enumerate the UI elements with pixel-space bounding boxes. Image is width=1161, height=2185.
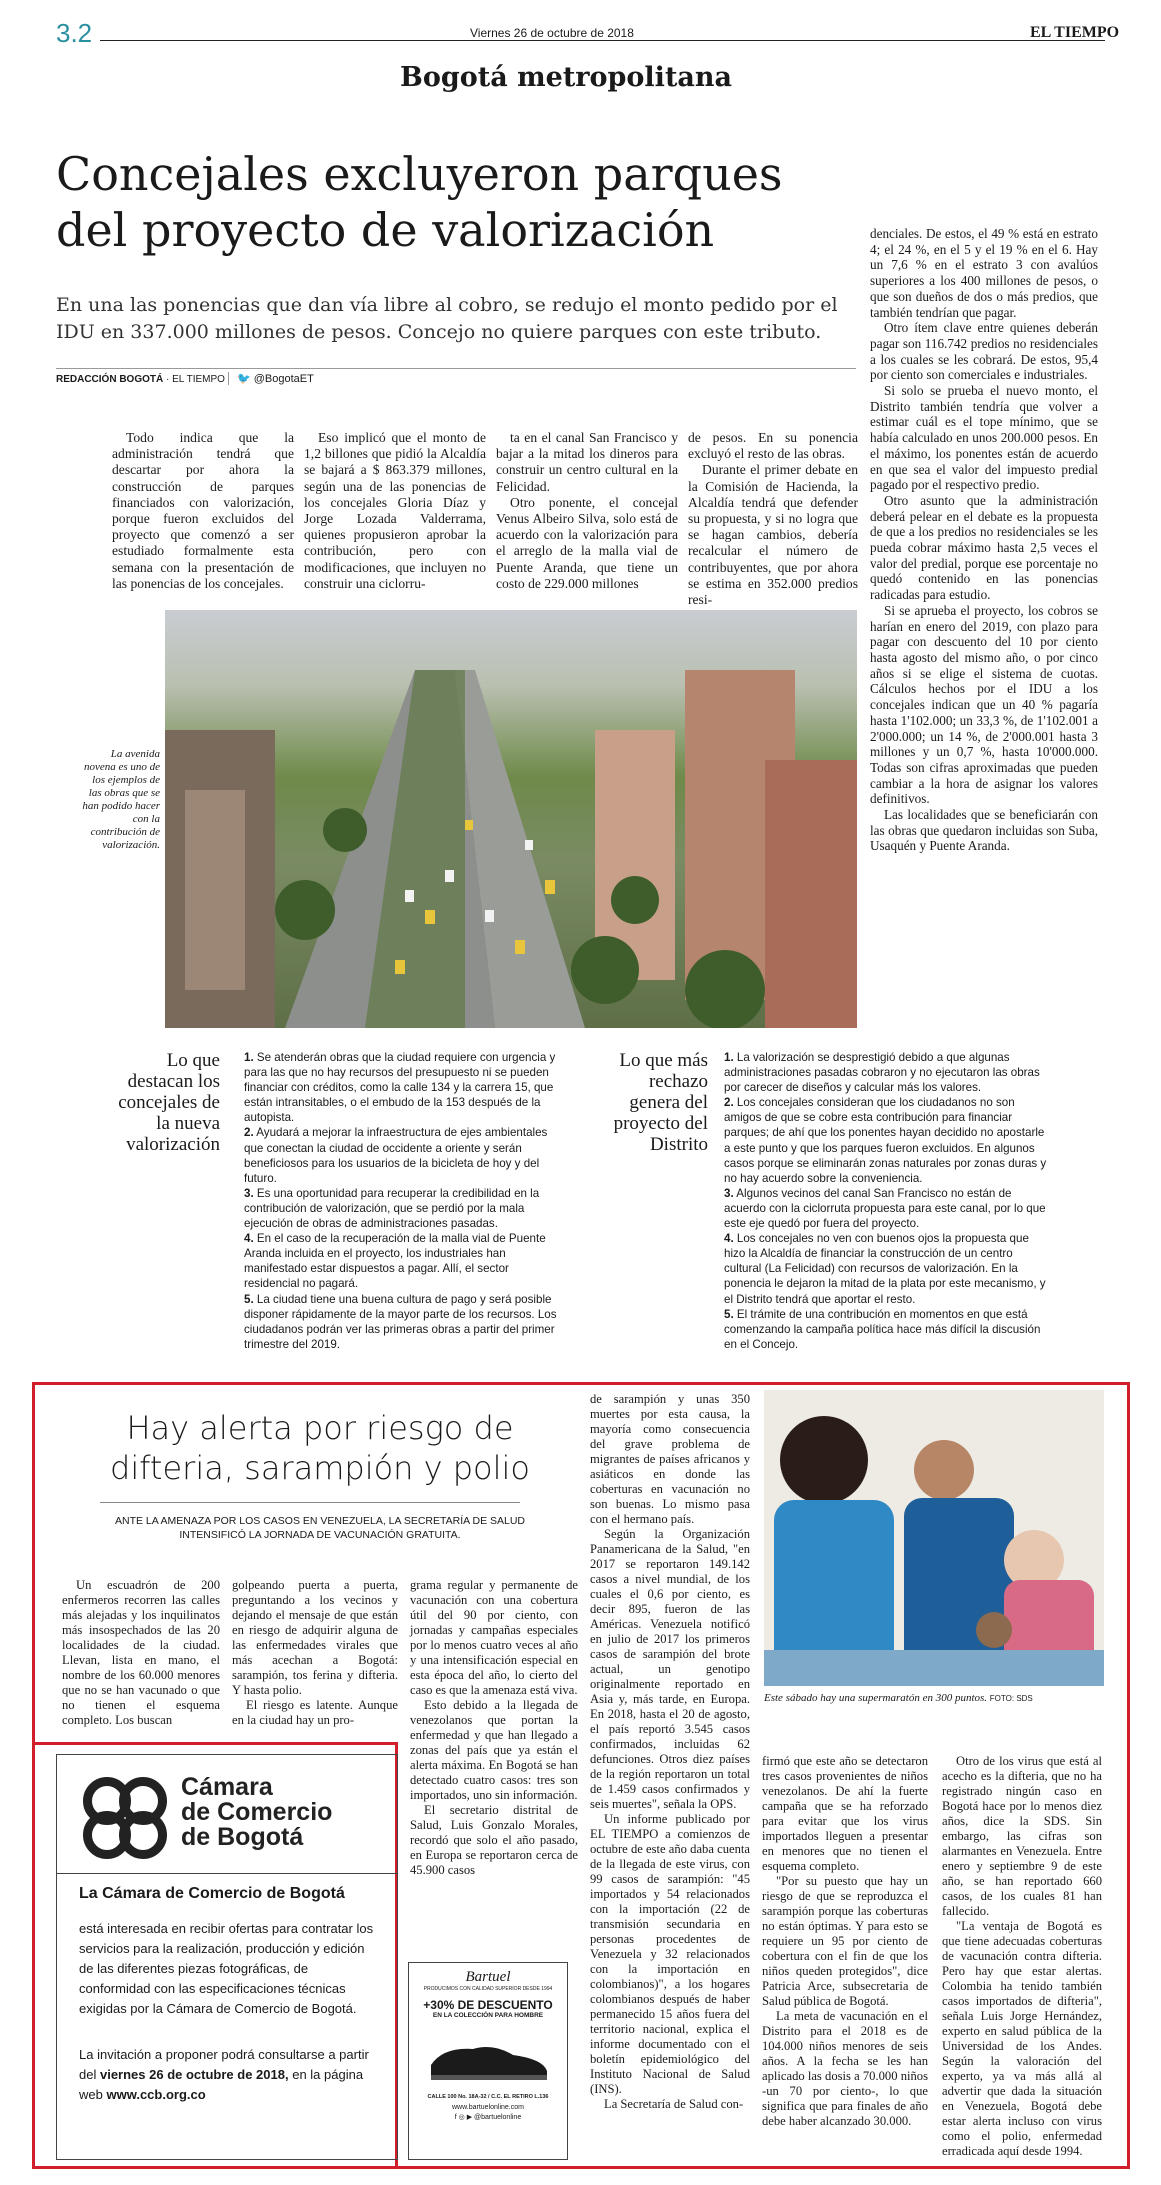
shoe-ad (408, 1962, 568, 2160)
deck: En una las ponencias que dan vía libre al cobro, se redujo el monto pedido por el IDU en 337.000 millones de pesos. Concejo no quiere parques con este tributo. (56, 294, 838, 343)
col1-paragraph: Todo indica que la administración tendrá que descartar por ahora la construcción de parques financiados con valorización, porque fueron excluidos del proyecto que comenzó a ser estudiado formalmente esta semana con la presentación de las ponencias de los concejales. (112, 430, 294, 591)
shoe-ad-web[interactable]: www.bartuelonline.com (452, 2104, 524, 2111)
sidebar-item-text: Los concejales no ven con buenos ojos la propuesta que hizo la Alcaldía de financiar la construcción de un centro cultural (La Felicidad) con recursos de valorización. En la ponencia le dejaron la mitad de la plata por este mecanismo, y el Distrito tendrá que aportar el resto. (724, 1232, 1046, 1306)
ccb-invite-text: La invitación a proponer podrá consultarse a partir del (79, 2047, 369, 2082)
a2c6b: "La ventaja de Bogotá es que tiene adecuadas coberturas de vacunación contra difteria. Pero hay que estar alertas. Colombia ha tenido también casos importados de difteria", señala Luis Jorge Hernández, experto en salud pública de la Universidad de los Andes. Según la valoración del experto, ya va más allá al advertir que dada la situación en Venezuela, Bogotá debe estar alerta incluso con virus como el polio, enfermedad erradicada aquí desde 1994. (942, 1919, 1102, 2158)
sidebar-item (724, 1307, 1048, 1352)
avenue-illustration (165, 610, 857, 1028)
vaccination-photo-credit: FOTO: SDS (989, 1694, 1033, 1703)
sidebar-item-number: 5. (244, 1292, 254, 1306)
article-col-1 (112, 430, 294, 592)
sidebar-item-number: 1. (724, 1051, 734, 1064)
article2-deck-rule (100, 1502, 520, 1503)
sidebar-item-text: El trámite de una contribución en momentos en que está comenzando la campaña política hace más difícil la discusión en el Concejo. (724, 1307, 1041, 1351)
sidebar-item-number: 3. (724, 1186, 734, 1200)
ccb-logo-ring-4 (119, 1811, 167, 1859)
twitter-icon: 🐦 (237, 373, 251, 385)
col5-paragraph-d: Otro asunto que la administración deberá pelear en el debate es la propuesta de que a los predios no residenciales se les pueda cobrar máximo hasta 2,5 veces el valor del predial, porque ese porcentaje no quedó contenido en las ponencias radicadas para estudio. (870, 492, 1098, 603)
a2c4: de sarampión y unas 350 muertes por esta causa, la mayoría como consecuencia del grave problema de migrantes de países africanos y asiáticos en donde las coberturas en vacunación no son buenas. Lo mismo pasa con el hermano país. (590, 1392, 750, 1526)
sidebar-item (244, 1186, 564, 1231)
a2c3c: El secretario distrital de Salud, Luis Gonzalo Morales, recordó que solo el año pasado, en Europa se reportaron cerca de 45.900 casos (410, 1803, 578, 1877)
sidebar-item (244, 1125, 564, 1185)
sidebar-item-number: 1. (244, 1051, 254, 1064)
ccb-logo-line-1: Cámara (181, 1773, 273, 1801)
section-title: Bogotá metropolitana (400, 62, 733, 93)
shoe-ad-address: CALLE 100 No. 18A-32 / C.C. EL RETIRO L.136 (427, 2094, 549, 2100)
sidebar-item (724, 1050, 1048, 1095)
sidebar-item (724, 1231, 1048, 1306)
article2-col-4 (590, 1392, 750, 2112)
col5-paragraph-f: Las localidades que se beneficiarán con las obras que quedaron incluidas son Suba, Usaquén y Puente Aranda. (870, 807, 1098, 854)
shoe-ad-brand: Bartuel (465, 1969, 511, 1985)
sidebar-right-title: Lo que más rechazo genera del proyecto del Distrito (613, 1050, 708, 1155)
sidebar-item (244, 1231, 564, 1291)
article-col-4 (688, 430, 858, 608)
article-col-2 (304, 430, 486, 592)
article2-col-3 (410, 1578, 578, 1878)
article2-col-5 (762, 1754, 928, 2129)
ccb-divider (57, 1873, 397, 1874)
byline-source: EL TIEMPO (172, 374, 225, 385)
shoe-ad-tagline: PRODUCIMOS CON CALIDAD SUPERIOR DESDE 1994 (423, 1986, 553, 1992)
ccb-logo-line-3: de Bogotá (181, 1823, 304, 1851)
sidebar-item (244, 1292, 564, 1352)
page-number: 3.2 (56, 18, 93, 48)
twitter-text: @BogotaET (253, 373, 314, 385)
shoe-ad-offer-text: 30% DE DESCUENTO (430, 1998, 553, 2012)
col2-paragraph: Eso implicó que el monto de 1,2 billones que pidió la Alcaldía se bajará a $ 863.379 millones, según una de las ponencias de los concejales Gloria Díaz y Jorge Lozada Valderrama, quienes propusieron aprobar la contribución, pero con modificaciones, que incluyen no construir una ciclorru- (304, 430, 486, 591)
shoe-ad-social[interactable]: f ◎ ▶ @bartuelonline (454, 2114, 522, 2121)
col3-paragraph-b: Otro ponente, el concejal Venus Albeiro Silva, solo está de acuerdo con la valorización para el arreglo de la malla vial de Puente Aranda, que tiene un costo de 229.000 millones (496, 494, 678, 591)
sidebar-item-number: 3. (244, 1186, 254, 1200)
sidebar-item-text: Ayudará a mejorar la infraestructura de ejes ambientales que conectan la ciudad de occidente a oriente y serán beneficiosos para los usuarios de la bicicleta de hoy y del futuro. (244, 1126, 548, 1185)
a2c4c: Un informe publicado por EL TIEMPO a comienzos de octubre de este año daba cuenta de la llegada de este virus, con 99 casos de sarampión: "45 importados y 54 relacionados con la importación (22 de transmisión secundaria en personas procedentes de Venezuela y 32 relacionados con la importación en colombianos)", a los hogares colombianos después de haber permanecido 15 años fuera del territorio nacional, explica el informe documentado con el boletín epidemiológico del Instituto Nacional de Salud (INS). (590, 1812, 750, 2096)
sidebar-item-text: La ciudad tiene una buena cultura de pago y será posible disponer rápidamente de la mayor parte de los recursos. Los ciudadanos podrán ver las primeras obras a partir del primer trimestre del 2019. (244, 1292, 557, 1351)
article2-headline-2: difteria, sarampión y polio (110, 1449, 530, 1487)
ccb-heading: La Cámara de Comercio de Bogotá (79, 1885, 345, 1902)
sidebar-item-number: 5. (724, 1307, 734, 1321)
article2-headline (60, 1408, 580, 1488)
twitter-handle[interactable] (228, 372, 314, 385)
sidebar-item-number: 2. (724, 1096, 734, 1110)
vaccination-illustration (764, 1390, 1104, 1686)
a2c2: golpeando puerta a puerta, preguntando a los vecinos y dejando el mensaje de que están en riesgo de adquirir alguna de las enfermedades virales que más acechan a Bogotá: sarampión, tos ferina y difteria. Y hasta polio. (232, 1578, 398, 1697)
vaccination-photo (764, 1390, 1104, 1686)
col5-paragraph-e: Si se aprueba el proyecto, los cobros se harían en enero del 2019, con plazo para pagar con descuento del 10 por ciento hasta agosto del mismo año, o por cinco años si se elige el sistema de cuotas. Cálculos hechos por el IDU a los concejales indican que un 40 % pagaría hasta 1'102.000; un 33,3 %, de 1'102.001 a 2'000.000; un 14 %, de 2'000.001 hasta 3 millones y un 0,7 %, hasta 10'000.000. Todas son cifras aproximadas que pueden cambiar a la hora de asignar los valores definitivos. (870, 602, 1098, 807)
a2c4b: Según la Organización Panamericana de la Salud, "en 2017 se reportaron 149.142 casos a nivel mundial, de los cuales el 0,6 por ciento, es decir 895, fueron de las Américas. Venezuela notificó en julio de 2017 los primeros casos de sarampión del brote actual, un genotipo originalmente reportado en Asia y, más tarde, en Europa. En 2018, hasta el 20 de agosto, el país reportó 3.545 casos confirmados, incluidas 62 defunciones. Otros diez países de la región reportaron un total de 1.459 casos confirmados y seis muertes", señala la OPS. (590, 1527, 750, 1811)
article2-col-1 (62, 1578, 220, 1728)
sidebar-item-text: Algunos vecinos del canal San Francisco no están de acuerdo con la ciclorruta propuesta para este canal, por lo que este eje quedó por fuera del proyecto. (724, 1186, 1046, 1231)
sidebar-item-text: La valorización se desprestigió debido a que algunas administraciones pasadas cobraron y no ejecutaron las obras por carecer de diseños y calcular más los valores. (724, 1051, 1040, 1095)
sidebar-item-text: En el caso de la recuperación de la malla vial de Puente Aranda incluida en el proyecto, los industriales han manifestado estar dispuestos a pagar. Allí, el sector residencial no pagará. (244, 1232, 546, 1291)
col5-paragraph-b: Otro ítem clave entre quienes deberán pagar son 116.742 predios no residenciales a los cuales se les cobrará. De estos, 95,4 por ciento son comerciales e industriales. (870, 320, 1098, 383)
ccb-ad (56, 1754, 398, 2160)
ccb-invite (79, 2045, 381, 2105)
ccb-invite-text-b: en la página web (79, 2067, 364, 2102)
headline-line-2: del proyecto de valorización (56, 203, 715, 257)
shoe-ad-offer-sub: EN LA COLECCIÓN PARA HOMBRE (432, 2012, 544, 2019)
sidebar-item-text: Es una oportunidad para recuperar la credibilidad en la contribución de valorización, que se perdió por la mala ejecución de obras de administraciones pasadas. (244, 1186, 540, 1231)
sidebar-item (724, 1186, 1048, 1231)
a2c5b: "Por su puesto que hay un riesgo de que se reproduzca el sarampión porque las coberturas no están óptimas. Y para esto se requiere un 95 por ciento de cobertura con el fin de que los niños queden protegidos", dice Patricia Arce, subsecretaria de Salud pública de Bogotá. (762, 1874, 928, 2008)
headline-line-1: Concejales excluyeron parques (56, 147, 783, 201)
vaccination-caption (764, 1692, 1104, 1704)
header-rule (100, 40, 1105, 41)
article2-col-6 (942, 1754, 1102, 2159)
ccb-invite-date: viernes 26 de octubre de 2018, (99, 2067, 289, 2082)
sidebar-item-number: 4. (724, 1232, 734, 1246)
ccb-logo-text (181, 1775, 332, 1850)
ccb-url-link[interactable]: www.ccb.org.co (106, 2087, 206, 2102)
a2c5c: La meta de vacunación en el Distrito para el 2018 es de 104.000 niños menores de seis años. A la fecha se les han aplicado las dosis a 70.000 niños -un 70 por ciento-, lo que significa que para finales de año debe haber alcanzado 30.000. (762, 2009, 928, 2128)
ccb-logo (83, 1777, 173, 1847)
sidebar-item-text: Se atenderán obras que la ciudad requiere con urgencia y para las que no hay recursos del presupuesto ni se pueden financiar con créditos, como la calle 134 y la carrera 15, que están intransitables, o el embudo de la 153 después de la autopista. (244, 1051, 556, 1125)
article2-col-2 (232, 1578, 398, 1728)
sidebar-item-text: Los concejales consideran que los ciudadanos no son amigos de que se cobre esta contribución para financiar parques; de ahí que los ponentes hayan decidido no apostarle a este punto y que los parques fueron excluidos. En algunos casos porque se eliminarán zonas naturales por zonas duras y no hay acuerdo sobre la conveniencia. (724, 1096, 1047, 1185)
ccb-logo-line-2: de Comercio (181, 1798, 333, 1826)
sidebar-left-list (244, 1050, 564, 1352)
header-date: Viernes 26 de octubre de 2018 (470, 26, 634, 40)
ccb-body: está interesada en recibir ofertas para contratar los servicios para la realización, producción y edición de las diferentes piezas fotográficas, de conformidad con las especificaciones técnicas exigidas por la Cámara de Comercio de Bogotá. (79, 1921, 374, 2016)
sidebar-right-list (724, 1050, 1048, 1352)
a2c3: grama regular y permanente de vacunación con una cobertura útil del 90 por ciento, con jornadas y campañas especiales por lo menos cuatro veces al año y una intensificación especial en esta época del año, lo cierto del caso es que la amenaza está viva. (410, 1578, 578, 1697)
byline: REDACCIÓN BOGOTÁ · EL TIEMPO (56, 374, 225, 385)
sidebar-item-number: 4. (244, 1232, 254, 1246)
shoe-icon (423, 2025, 553, 2085)
article-col-3 (496, 430, 678, 592)
a2c4d: La Secretaría de Salud con- (604, 2097, 744, 2111)
col4-paragraph: de pesos. En su ponencia excluyó el resto de las obras. (688, 430, 858, 462)
a2c1: Un escuadrón de 200 enfermeros recorren las calles más alejadas y los inquilinatos más insospechados de las 20 localidades de la ciudad. Llevan, lista en mano, el nombre de los 60.000 menores que no se han vacunado o que no tienen el esquema completo. Los buscan (62, 1578, 220, 1727)
avenue-photo (165, 610, 857, 1028)
a2c6: Otro de los virus que está al acecho es la difteria, que no ha registrado ningún caso en Bogotá hace por lo menos diez años, dice la SDS. Sin embargo, las cifras son alarmantes en Venezuela. Entre enero y septiembre 9 de este año, se han reportado 660 casos, de los cuales 81 han fallecido. (942, 1754, 1102, 1918)
highlight-box-inner (32, 1742, 398, 1745)
sidebar-item (244, 1050, 564, 1125)
col5-paragraph-a: denciales. De estos, el 49 % está en estrato 4; el 24 %, en el 5 y el 19 % en el 6. Hay un 7,6 % en el estrato 3 con avalúos superiores a los 400 millones de pesos, o que son dueños de dos o más predios, que también tendrían que pagar. (870, 226, 1098, 320)
a2c2b: El riesgo es latente. Aunque en la ciudad hay un pro- (232, 1698, 398, 1727)
shoe-ad-social-handle: @bartuelonline (474, 2114, 522, 2121)
byline-rule (56, 368, 856, 369)
article2-headline-1: Hay alerta por riesgo de (126, 1409, 514, 1447)
sidebar-item-number: 2. (244, 1126, 254, 1140)
a2c5: firmó que este año se detectaron tres casos provenientes de niños venezolanos. De ahí la fuerte campaña que se ha reforzado para evitar que los virus importados lleguen a presentar en menores que no tienen el esquema completo. (762, 1754, 928, 1873)
article-col-5 (870, 226, 1098, 854)
headline (56, 146, 783, 258)
sidebar-left-title: Lo que destacan los concejales de la nueva valorización (118, 1050, 220, 1155)
a2c3b: Esto debido a la llegada de venezolanos que portan la enfermedad y que han llegado a zonas del país que ya están el alerta máxima. En Bogotá se han detectado cuatro casos: tres son importados, uno sin información. (410, 1698, 578, 1802)
sidebar-item (724, 1095, 1048, 1186)
col4-paragraph-b: Durante el primer debate en la Comisión de Hacienda, la Alcaldía tendrá que defender su propuesta, y si no logra que se hagan cambios, debería recalcular el número de contribuyentes, que por ahora se estima en 352.000 predios resi- (688, 462, 858, 608)
vaccination-caption-text: Este sábado hay una supermaratón en 300 puntos. (764, 1692, 988, 1704)
byline-author: REDACCIÓN BOGOTÁ (56, 374, 164, 385)
shoe-ad-offer: +30% DE DESCUENTO (423, 1998, 553, 2012)
brand-logo: EL TIEMPO (1030, 24, 1120, 41)
article2-deck: ANTE LA AMENAZA POR LOS CASOS EN VENEZUELA, LA SECRETARÍA DE SALUD INTENSIFICÓ LA JORNADA DE VACUNACIÓN GRATUITA. (114, 1515, 526, 1541)
photo-caption: La avenida novena es uno de los ejemplos de las obras que se han podido hacer con la contribución de valorización. (82, 748, 160, 851)
col5-paragraph-c: Si solo se prueba el nuevo monto, el Distrito también tendría que volver a estimar cuál es el tope mínimo, que se había calculado en unos 200.000 pesos. En el máximo, los ponentes están de acuerdo en que sea el valor del impuesto predial pagado por el respectivo predio. (870, 383, 1098, 493)
col3-paragraph: ta en el canal San Francisco y bajar a la mitad los dineros para construir un centro cultural en la Felicidad. (496, 430, 678, 494)
